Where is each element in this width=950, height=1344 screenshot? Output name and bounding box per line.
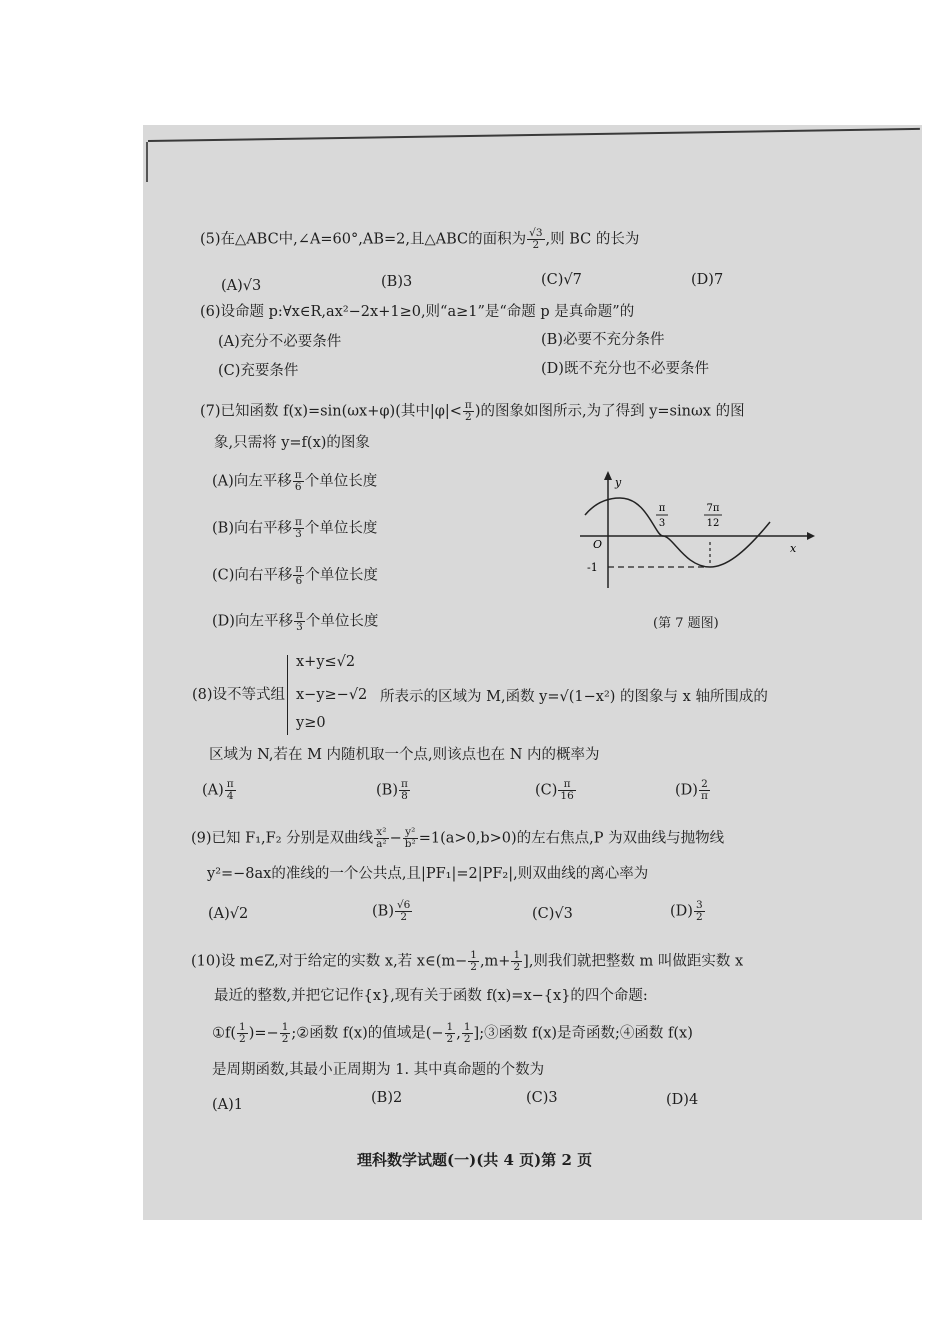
q7-fraction xyxy=(463,400,474,423)
q10-text: , xyxy=(456,1025,461,1042)
q6-option-c: (C)充要条件 xyxy=(218,363,299,379)
page-footer: 理科数学试题(一)(共 4 页)第 2 页 xyxy=(357,1151,593,1169)
q10-option-b: (B)2 xyxy=(371,1090,403,1106)
tick2-denominator: 12 xyxy=(706,518,720,529)
q10-text: ;②函数 f(x)的值域是(− xyxy=(291,1025,444,1042)
half-fraction xyxy=(237,1022,248,1045)
q8-stem: 所表示的区域为 M,函数 y=√(1−x²) 的图象与 x 轴所围成的 xyxy=(380,689,768,705)
q7-option-a xyxy=(212,470,377,493)
q8-option-b xyxy=(376,779,411,802)
frac-numerator: π xyxy=(400,778,408,790)
frac-denominator: 2 xyxy=(400,911,408,923)
q5-stem-text-end: ,则 BC 的长为 xyxy=(545,231,640,248)
option-text: (B)向右平移 xyxy=(212,520,292,537)
frac-denominator: 8 xyxy=(401,790,408,802)
frac-denominator: 2 xyxy=(695,911,703,923)
q5-fraction xyxy=(527,228,544,251)
q9-option-b xyxy=(372,900,413,923)
x-axis-arrow xyxy=(807,532,815,540)
q5-stem-text: (5)在△ABC中,∠A=60°,AB=2,且△ABC的面积为 xyxy=(200,231,527,248)
q6-stem: (6)设命题 p:∀x∈R,ax²−2x+1≥0,则“a≥1”是“命题 p 是真命题”的 xyxy=(200,304,635,320)
q10-text: ①f( xyxy=(212,1025,237,1042)
frac-numerator: 1 xyxy=(446,1021,454,1033)
frac-denominator: 3 xyxy=(296,621,303,633)
q10-option-d: (D)4 xyxy=(666,1092,699,1108)
frac-denominator: 2 xyxy=(281,1033,289,1045)
q8-option-c xyxy=(535,779,577,802)
frac-numerator: π xyxy=(295,609,303,621)
tick2-numerator: 7π xyxy=(706,503,720,514)
sine-curve xyxy=(585,498,770,567)
q5-option-c: (C)√7 xyxy=(541,272,582,288)
option-text-end: 个单位长度 xyxy=(304,520,378,537)
option-text: (B) xyxy=(372,903,394,920)
q10-option-a: (A)1 xyxy=(212,1097,244,1113)
option-fraction xyxy=(293,517,304,540)
frac-numerator: 1 xyxy=(463,1021,471,1033)
q6-option-b: (B)必要不充分条件 xyxy=(541,332,665,348)
q10-stem-line4: 是周期函数,其最小正周期为 1. 其中真命题的个数为 xyxy=(212,1062,545,1078)
q8-option-d xyxy=(675,779,711,802)
option-fraction xyxy=(293,564,304,587)
frac-numerator: 1 xyxy=(239,1021,246,1033)
q10-option-c: (C)3 xyxy=(526,1090,558,1106)
y-axis-label: y xyxy=(615,476,622,489)
q8-system-brace xyxy=(287,655,296,735)
frac-numerator: π xyxy=(226,778,234,790)
option-text: (D)向左平移 xyxy=(212,613,293,630)
q7-figure-caption: (第 7 题图) xyxy=(653,616,719,631)
q9-stem-text-end: =1(a>0,b>0)的左右焦点,P 为双曲线与抛物线 xyxy=(418,830,725,847)
page-border-mark xyxy=(146,142,148,182)
frac-denominator: 2 xyxy=(239,1033,246,1045)
frac-numerator: π xyxy=(294,469,302,481)
q9-option-a: (A)√2 xyxy=(208,906,249,922)
option-fraction xyxy=(395,900,412,923)
q7-sine-graph xyxy=(575,470,815,595)
half-fraction xyxy=(445,1022,456,1045)
q5-option-b: (B)3 xyxy=(381,274,413,290)
frac-numerator: √3 xyxy=(529,227,543,239)
frac-numerator: x² xyxy=(374,827,388,839)
option-fraction xyxy=(225,779,236,802)
q7-option-c xyxy=(212,564,378,587)
half-fraction xyxy=(280,1022,291,1045)
frac-denominator: 2 xyxy=(446,1033,454,1045)
q9-option-d xyxy=(670,900,706,923)
q9-stem-line2: y²=−8ax的准线的一个公共点,且|PF₁|=2|PF₂|,则双曲线的离心率为 xyxy=(207,866,649,882)
frac-numerator: 1 xyxy=(513,949,521,961)
min-value-label: -1 xyxy=(587,561,598,574)
option-fraction xyxy=(694,900,705,923)
origin-label: O xyxy=(593,538,603,551)
y-axis-arrow xyxy=(604,471,612,480)
frac-denominator: 2 xyxy=(470,961,477,973)
q9-stem xyxy=(191,827,724,850)
tick1-numerator: π xyxy=(658,503,666,514)
option-text: (A) xyxy=(202,782,224,799)
frac-numerator: π xyxy=(464,399,472,411)
frac-numerator: y² xyxy=(403,827,418,839)
half-fraction xyxy=(511,950,522,973)
q10-text: ];③函数 f(x)是奇函数;④函数 f(x) xyxy=(473,1025,693,1042)
frac-denominator: π xyxy=(700,790,708,802)
option-text-end: 个单位长度 xyxy=(304,473,378,490)
hyperbola-term-x xyxy=(374,827,388,850)
option-text: (D) xyxy=(670,903,693,920)
frac-denominator: 2 xyxy=(513,961,521,973)
q10-stem-line2: 最近的整数,并把它记作{x},现有关于函数 f(x)=x−{x}的四个命题: xyxy=(214,988,648,1004)
tick1-denominator: 3 xyxy=(658,518,666,529)
option-text: (C)向右平移 xyxy=(212,567,293,584)
option-text-end: 个单位长度 xyxy=(305,567,378,584)
frac-denominator: 6 xyxy=(295,575,303,587)
frac-numerator: √6 xyxy=(396,899,411,911)
minus-sign: − xyxy=(389,830,402,847)
frac-denominator: 6 xyxy=(294,481,302,493)
frac-denominator: 2 xyxy=(532,239,540,251)
frac-denominator: 16 xyxy=(560,790,574,802)
frac-numerator: π xyxy=(294,516,302,528)
q10-stem-line3 xyxy=(212,1022,693,1045)
option-text: (C) xyxy=(535,782,558,799)
q7-option-b xyxy=(212,517,377,540)
q8-ineq-1: x+y≤√2 xyxy=(296,654,356,670)
option-fraction xyxy=(699,779,710,802)
frac-denominator: a² xyxy=(376,838,387,850)
frac-numerator: π xyxy=(295,563,303,575)
frac-denominator: 2 xyxy=(463,1033,471,1045)
frac-denominator: 2 xyxy=(465,411,472,423)
frac-numerator: 2 xyxy=(699,779,710,791)
q7-option-d xyxy=(212,610,378,633)
q5-option-a: (A)√3 xyxy=(221,278,262,294)
q7-stem-line2: 象,只需将 y=f(x)的图象 xyxy=(214,435,370,451)
half-fraction xyxy=(468,950,479,973)
q6-option-a: (A)充分不必要条件 xyxy=(218,334,342,350)
option-fraction xyxy=(294,610,305,633)
option-fraction xyxy=(558,779,575,802)
frac-numerator: 1 xyxy=(281,1021,289,1033)
frac-denominator: 4 xyxy=(226,790,234,802)
q7-stem-text: (7)已知函数 f(x)=sin(ωx+φ)(其中|φ|< xyxy=(200,403,462,420)
q10-text: )=− xyxy=(248,1025,279,1042)
q10-stem-text-end: ],则我们就把整数 m 叫做距实数 x xyxy=(523,953,744,970)
frac-numerator: 3 xyxy=(695,899,703,911)
q10-stem xyxy=(191,950,743,973)
frac-numerator: 1 xyxy=(470,949,477,961)
q8-stem-line2: 区域为 N,若在 M 内随机取一个点,则该点也在 N 内的概率为 xyxy=(209,747,600,763)
q8-ineq-3: y≥0 xyxy=(296,715,326,731)
q5-option-d: (D)7 xyxy=(691,272,724,288)
option-text: (D) xyxy=(675,782,698,799)
q9-stem-text: (9)已知 F₁,F₂ 分别是双曲线 xyxy=(191,830,374,847)
frac-numerator: π xyxy=(558,779,575,791)
q5-stem xyxy=(200,228,639,251)
q7-stem-text-end: )的图象如图所示,为了得到 y=sinωx 的图 xyxy=(474,403,745,420)
q8-ineq-2: x−y≥−√2 xyxy=(296,687,368,703)
q10-stem-text: (10)设 m∈Z,对于给定的实数 x,若 x∈(m− xyxy=(191,953,468,970)
option-text: (A)向左平移 xyxy=(212,473,292,490)
q8-option-a xyxy=(202,779,237,802)
half-fraction xyxy=(462,1022,473,1045)
q7-stem xyxy=(200,400,745,423)
q9-option-c: (C)√3 xyxy=(532,906,573,922)
frac-denominator: 3 xyxy=(295,528,302,540)
q6-option-d: (D)既不充分也不必要条件 xyxy=(541,361,709,377)
x-axis-label: x xyxy=(790,542,797,555)
option-text-end: 个单位长度 xyxy=(305,613,379,630)
option-text: (B) xyxy=(376,782,398,799)
option-fraction xyxy=(399,779,410,802)
q10-stem-text-mid: ,m+ xyxy=(479,953,511,970)
option-fraction xyxy=(293,470,304,493)
q8-prefix: (8)设不等式组 xyxy=(192,687,286,703)
hyperbola-term-y xyxy=(403,827,418,850)
frac-denominator: b² xyxy=(404,838,416,850)
